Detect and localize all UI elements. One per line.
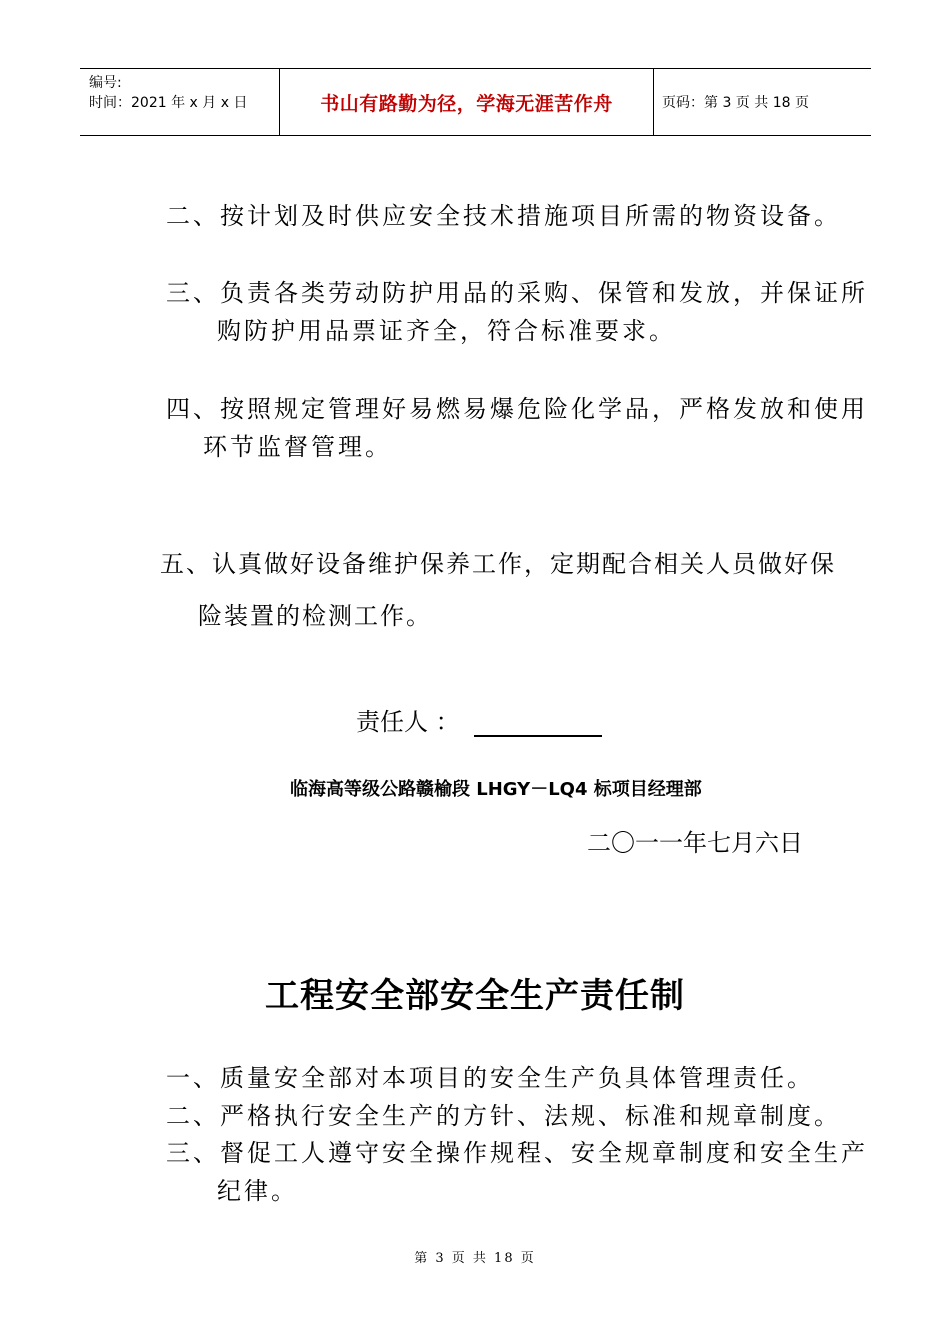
- duty-item-5-line2: 险装置的检测工作。: [198, 602, 432, 630]
- duty-item-4-line1: 四、按照规定管理好易燃易爆危险化学品，严格发放和使用: [166, 395, 868, 423]
- safety-item-2-line1: 二、严格执行安全生产的方针、法规、标准和规章制度。: [166, 1102, 841, 1130]
- signer-label: 责任人 ：: [356, 708, 460, 736]
- safety-item-3: [166, 1134, 868, 1210]
- duty-item-3-line2: 购防护用品票证齐全，符合标准要求。: [217, 317, 676, 345]
- duty-item-4: [166, 390, 868, 466]
- safety-item-2: [166, 1096, 841, 1131]
- header-motto: [280, 69, 654, 135]
- duty-item-3: [166, 274, 868, 350]
- header-page-info: [654, 69, 871, 135]
- footer-page-number: 第 3 页 共 18 页: [414, 1251, 536, 1266]
- organization-name: 临海高等级公路赣榆段 LHGY－LQ4 标项目经理部: [290, 779, 702, 800]
- page-header: [80, 68, 871, 136]
- safety-item-1: [166, 1058, 814, 1093]
- safety-item-3-line2: 纪律。: [217, 1177, 298, 1205]
- section-title: 工程安全部安全生产责任制: [265, 976, 685, 1016]
- page-footer: [0, 1247, 950, 1266]
- duty-item-5-line1: 五、认真做好设备维护保养工作，定期配合相关人员做好保: [160, 550, 836, 578]
- header-meta: [80, 69, 280, 135]
- signer-blank: [474, 709, 602, 737]
- document-date: 二〇一一年七月六日: [587, 829, 803, 857]
- header-motto-text: 书山有路勤为径，学海无涯苦作舟: [320, 92, 613, 115]
- header-page-info-text: 页码：第 3 页 共 18 页: [662, 95, 809, 111]
- safety-item-1-line1: 一、质量安全部对本项目的安全生产负具体管理责任。: [166, 1064, 814, 1092]
- duty-item-4-line2: 环节监督管理。: [203, 433, 392, 461]
- duty-item-5: [160, 538, 836, 642]
- duty-item-2: [166, 196, 841, 231]
- signer-line: [356, 702, 602, 737]
- header-time-label: 时间：2021 年 x 月 x 日: [89, 95, 248, 111]
- safety-item-3-line1: 三、督促工人遵守安全操作规程、安全规章制度和安全生产: [166, 1139, 868, 1167]
- duty-item-2-line1: 二、按计划及时供应安全技术措施项目所需的物资设备。: [166, 202, 841, 230]
- header-code-label: 编号:: [89, 75, 122, 91]
- duty-item-3-line1: 三、负责各类劳动防护用品的采购、保管和发放，并保证所: [166, 279, 868, 307]
